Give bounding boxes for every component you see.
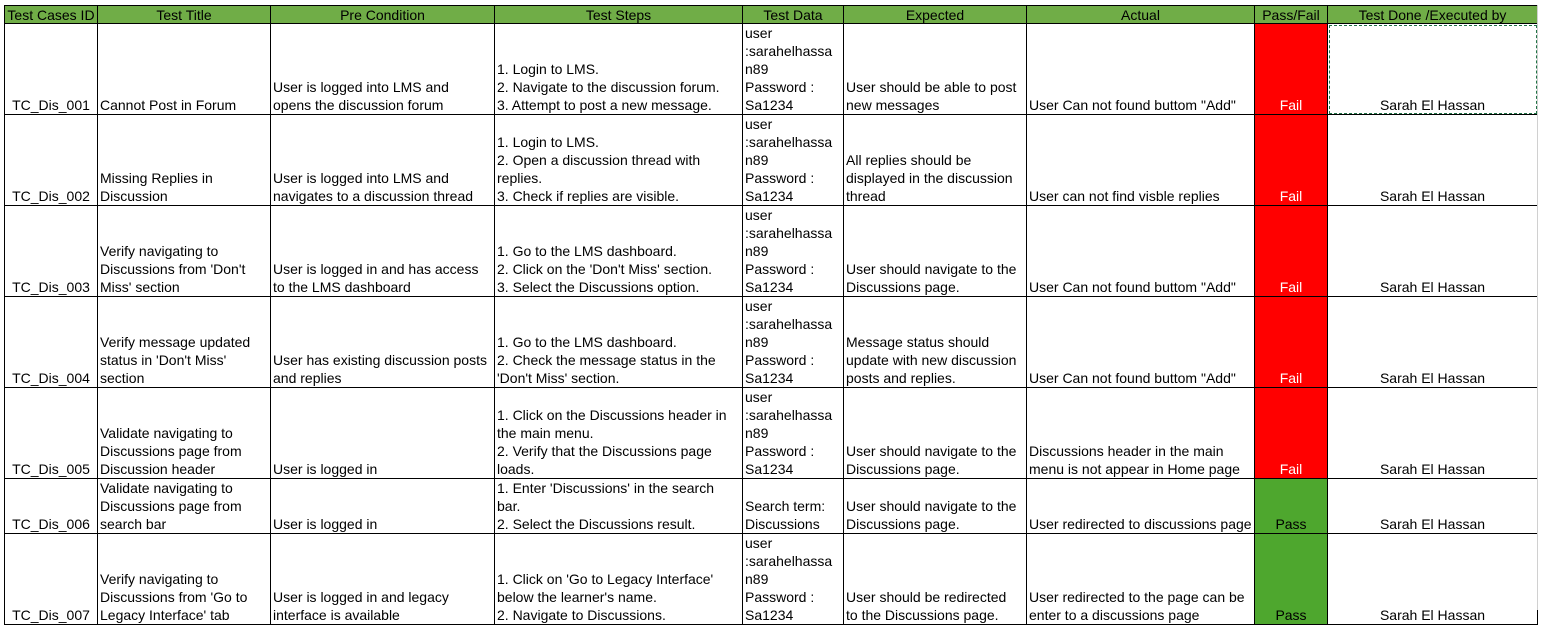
header-actual[interactable]: Actual [1027, 6, 1255, 24]
cell-expected[interactable]: User should be redirected to the Discussions page. [844, 534, 1027, 625]
cell-id[interactable]: TC_Dis_002 [5, 115, 98, 206]
cell-precondition[interactable]: User is logged in [271, 479, 495, 534]
cell-id[interactable]: TC_Dis_004 [5, 297, 98, 388]
cell-precondition[interactable]: User is logged into LMS and navigates to a discussion thread [271, 115, 495, 206]
cell-executor[interactable]: Sarah El Hassan [1328, 479, 1538, 534]
cell-data[interactable]: user :sarahelhassa n89 Password : Sa1234 [743, 534, 844, 625]
cell-title[interactable]: Missing Replies in Discussion [98, 115, 271, 206]
cell-precondition[interactable]: User is logged in and legacy interface is available [271, 534, 495, 625]
cell-actual[interactable]: Discussions header in the main menu is not appear in Home page [1027, 388, 1255, 479]
cell-status[interactable]: Fail [1255, 297, 1328, 388]
cell-id[interactable]: TC_Dis_003 [5, 206, 98, 297]
header-expected[interactable]: Expected [844, 6, 1027, 24]
cell-title[interactable]: Validate navigating to Discussions page from Discussion header [98, 388, 271, 479]
cell-status[interactable]: Fail [1255, 206, 1328, 297]
header-status[interactable]: Pass/Fail [1255, 6, 1328, 24]
cell-actual[interactable]: User Can not found buttom "Add" [1027, 297, 1255, 388]
header-id[interactable]: Test Cases ID [5, 6, 98, 24]
next-column-edge [1537, 5, 1550, 610]
cell-id[interactable]: TC_Dis_001 [5, 24, 98, 115]
cell-steps[interactable]: 1. Click on the Discussions header in the main menu. 2. Verify that the Discussions page loads. [495, 388, 743, 479]
cell-expected[interactable]: Message status should update with new discussion posts and replies. [844, 297, 1027, 388]
cell-steps[interactable]: 1. Login to LMS. 2. Navigate to the discussion forum. 3. Attempt to post a new message. [495, 24, 743, 115]
table-row [5, 534, 1538, 625]
cell-precondition[interactable]: User is logged into LMS and opens the discussion forum [271, 24, 495, 115]
cell-status[interactable]: Pass [1255, 479, 1328, 534]
table-row [5, 388, 1538, 479]
cell-actual[interactable]: User redirected to the page can be enter to a discussions page [1027, 534, 1255, 625]
cell-actual[interactable]: User redirected to discussions page [1027, 479, 1255, 534]
cell-executor[interactable]: Sarah El Hassan [1328, 115, 1538, 206]
cell-actual[interactable]: User Can not found buttom "Add" [1027, 24, 1255, 115]
cell-actual[interactable]: User can not find visble replies [1027, 115, 1255, 206]
cell-precondition[interactable]: User is logged in and has access to the LMS dashboard [271, 206, 495, 297]
cell-executor[interactable]: Sarah El Hassan [1328, 206, 1538, 297]
cell-id[interactable]: TC_Dis_005 [5, 388, 98, 479]
cell-steps[interactable]: 1. Go to the LMS dashboard. 2. Check the message status in the 'Don't Miss' section. [495, 297, 743, 388]
cell-precondition[interactable]: User has existing discussion posts and replies [271, 297, 495, 388]
cell-expected[interactable]: All replies should be displayed in the discussion thread [844, 115, 1027, 206]
cell-status[interactable]: Fail [1255, 388, 1328, 479]
cell-data[interactable]: user :sarahelhassa n89 Password : Sa1234 [743, 115, 844, 206]
table-row [5, 24, 1538, 115]
cell-precondition[interactable]: User is logged in [271, 388, 495, 479]
table-row [5, 479, 1538, 534]
cell-actual[interactable]: User Can not found buttom "Add" [1027, 206, 1255, 297]
cell-executor[interactable]: Sarah El Hassan [1328, 297, 1538, 388]
table-row [5, 115, 1538, 206]
cell-status[interactable]: Pass [1255, 534, 1328, 625]
cell-steps[interactable]: 1. Enter 'Discussions' in the search bar. 2. Select the Discussions result. [495, 479, 743, 534]
cell-data[interactable]: user :sarahelhassa n89 Password : Sa1234 [743, 24, 844, 115]
header-steps[interactable]: Test Steps [495, 6, 743, 24]
cell-title[interactable]: Verify message updated status in 'Don't Miss' section [98, 297, 271, 388]
table-row [5, 206, 1538, 297]
cell-steps[interactable]: 1. Login to LMS. 2. Open a discussion thread with replies. 3. Check if replies are visible. [495, 115, 743, 206]
header-precondition[interactable]: Pre Condition [271, 6, 495, 24]
cell-data[interactable]: user :sarahelhassa n89 Password : Sa1234 [743, 297, 844, 388]
cell-executor[interactable]: Sarah El Hassan [1328, 388, 1538, 479]
cell-title[interactable]: Verify navigating to Discussions from 'Don't Miss' section [98, 206, 271, 297]
cell-status[interactable]: Fail [1255, 24, 1328, 115]
cell-steps[interactable]: 1. Go to the LMS dashboard. 2. Click on the 'Don't Miss' section. 3. Select the Discussions option. [495, 206, 743, 297]
cell-data[interactable]: user :sarahelhassa n89 Password : Sa1234 [743, 388, 844, 479]
test-cases-table [4, 5, 1538, 625]
cell-title[interactable]: Cannot Post in Forum [98, 24, 271, 115]
cell-status[interactable]: Fail [1255, 115, 1328, 206]
cell-id[interactable]: TC_Dis_007 [5, 534, 98, 625]
header-row [5, 6, 1538, 24]
cell-executor[interactable]: Sarah El Hassan [1328, 534, 1538, 625]
cell-id[interactable]: TC_Dis_006 [5, 479, 98, 534]
header-executor[interactable]: Test Done /Executed by [1328, 6, 1538, 24]
cell-title[interactable]: Verify navigating to Discussions from 'Go to Legacy Interface' tab [98, 534, 271, 625]
cell-steps[interactable]: 1. Click on 'Go to Legacy Interface' below the learner's name. 2. Navigate to Discussions. [495, 534, 743, 625]
cell-expected[interactable]: User should navigate to the Discussions page. [844, 388, 1027, 479]
cell-title[interactable]: Validate navigating to Discussions page from search bar [98, 479, 271, 534]
cell-data[interactable]: Search term: Discussions [743, 479, 844, 534]
header-title[interactable]: Test Title [98, 6, 271, 24]
cell-expected[interactable]: User should navigate to the Discussions page. [844, 479, 1027, 534]
table-row [5, 297, 1538, 388]
cell-data[interactable]: user :sarahelhassa n89 Password : Sa1234 [743, 206, 844, 297]
header-data[interactable]: Test Data [743, 6, 844, 24]
cell-executor-selected[interactable]: Sarah El Hassan [1328, 24, 1538, 115]
cell-expected[interactable]: User should be able to post new messages [844, 24, 1027, 115]
cell-expected[interactable]: User should navigate to the Discussions page. [844, 206, 1027, 297]
